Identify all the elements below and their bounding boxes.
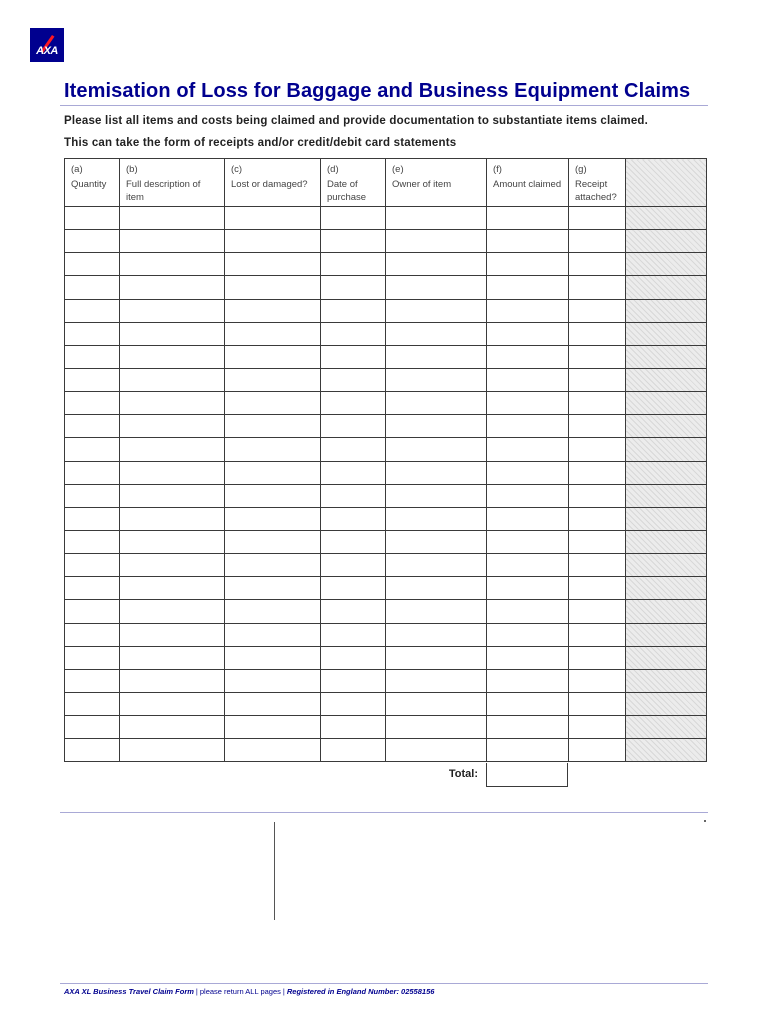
footer-form-name: AXA XL Business Travel Claim Form (64, 987, 194, 996)
cell-description[interactable] (120, 669, 225, 692)
cell-receipt[interactable] (569, 623, 626, 646)
cell-office-use (626, 253, 707, 276)
itemisation-table (64, 158, 707, 762)
cell-amount[interactable] (487, 345, 569, 368)
instruction-line-2: This can take the form of receipts and/or credit/debit card statements (64, 137, 457, 149)
cell-owner[interactable] (386, 461, 487, 484)
cell-quantity[interactable] (65, 484, 120, 507)
page-title: Itemisation of Loss for Baggage and Business Equipment Claims (64, 80, 691, 102)
cell-receipt[interactable] (569, 415, 626, 438)
cell-receipt[interactable] (569, 368, 626, 391)
cell-office-use (626, 669, 707, 692)
footer-registration: Registered in England Number: 02558156 (286, 987, 435, 996)
table-row (65, 415, 707, 438)
cell-quantity[interactable] (65, 230, 120, 253)
cell-description[interactable] (120, 600, 225, 623)
cell-lost-damaged[interactable] (225, 600, 321, 623)
cell-owner[interactable] (386, 207, 487, 230)
cell-amount[interactable] (487, 299, 569, 322)
table-row (65, 392, 707, 415)
cell-receipt[interactable] (569, 276, 626, 299)
cell-lost-damaged[interactable] (225, 577, 321, 600)
cell-office-use (626, 716, 707, 739)
cell-lost-damaged[interactable] (225, 484, 321, 507)
cell-office-use (626, 577, 707, 600)
cell-office-use (626, 345, 707, 368)
table-row (65, 716, 707, 739)
cell-lost-damaged[interactable] (225, 299, 321, 322)
cell-date-purchase[interactable] (321, 623, 386, 646)
cell-office-use (626, 461, 707, 484)
cell-owner[interactable] (386, 623, 487, 646)
cell-amount[interactable] (487, 276, 569, 299)
cell-description[interactable] (120, 554, 225, 577)
table-row (65, 207, 707, 230)
cell-description[interactable] (120, 716, 225, 739)
cell-lost-damaged[interactable] (225, 716, 321, 739)
cell-description[interactable] (120, 299, 225, 322)
cell-description[interactable] (120, 739, 225, 762)
cell-office-use (626, 646, 707, 669)
cell-amount[interactable] (487, 669, 569, 692)
cell-amount[interactable] (487, 207, 569, 230)
cell-owner[interactable] (386, 577, 487, 600)
section-divider (60, 812, 708, 813)
cell-owner[interactable] (386, 299, 487, 322)
cell-quantity[interactable] (65, 461, 120, 484)
cell-description[interactable] (120, 392, 225, 415)
cell-office-use (626, 276, 707, 299)
cell-date-purchase[interactable] (321, 646, 386, 669)
table-row (65, 739, 707, 762)
dot-mark (704, 820, 706, 822)
cell-lost-damaged[interactable] (225, 438, 321, 461)
cell-owner[interactable] (386, 484, 487, 507)
cell-description[interactable] (120, 646, 225, 669)
cell-description[interactable] (120, 507, 225, 530)
cell-amount[interactable] (487, 438, 569, 461)
cell-owner[interactable] (386, 716, 487, 739)
cell-amount[interactable] (487, 230, 569, 253)
table-row (65, 600, 707, 623)
cell-date-purchase[interactable] (321, 368, 386, 391)
table-row (65, 253, 707, 276)
cell-quantity[interactable] (65, 322, 120, 345)
cell-description[interactable] (120, 368, 225, 391)
footer-divider (60, 983, 708, 984)
cell-receipt[interactable] (569, 530, 626, 553)
cell-description[interactable] (120, 230, 225, 253)
cell-date-purchase[interactable] (321, 577, 386, 600)
table-row (65, 669, 707, 692)
cell-quantity[interactable] (65, 253, 120, 276)
cell-receipt[interactable] (569, 669, 626, 692)
cell-description[interactable] (120, 207, 225, 230)
cell-date-purchase[interactable] (321, 692, 386, 715)
cell-receipt[interactable] (569, 253, 626, 276)
cell-receipt[interactable] (569, 554, 626, 577)
cell-description[interactable] (120, 623, 225, 646)
cell-receipt[interactable] (569, 577, 626, 600)
cell-receipt[interactable] (569, 392, 626, 415)
logo-text: AXA (36, 45, 58, 57)
vertical-divider (274, 822, 275, 920)
cell-description[interactable] (120, 345, 225, 368)
cell-date-purchase[interactable] (321, 530, 386, 553)
cell-receipt[interactable] (569, 461, 626, 484)
cell-description[interactable] (120, 692, 225, 715)
cell-office-use (626, 507, 707, 530)
cell-owner[interactable] (386, 739, 487, 762)
cell-lost-damaged[interactable] (225, 392, 321, 415)
cell-amount[interactable] (487, 368, 569, 391)
col-header-office-use (626, 159, 707, 207)
cell-quantity[interactable] (65, 739, 120, 762)
cell-lost-damaged[interactable] (225, 554, 321, 577)
table-row (65, 484, 707, 507)
cell-amount[interactable] (487, 646, 569, 669)
table-row (65, 507, 707, 530)
cell-receipt[interactable] (569, 739, 626, 762)
cell-lost-damaged[interactable] (225, 507, 321, 530)
cell-quantity[interactable] (65, 415, 120, 438)
cell-description[interactable] (120, 484, 225, 507)
table-row (65, 438, 707, 461)
cell-receipt[interactable] (569, 507, 626, 530)
footer: AXA XL Business Travel Claim Form | please return ALL pages | Registered in England Number: 02558156 (64, 987, 435, 996)
cell-date-purchase[interactable] (321, 392, 386, 415)
cell-office-use (626, 484, 707, 507)
instruction-line-1: Please list all items and costs being claimed and provide documentation to substantiate items claimed. (64, 115, 649, 127)
table-row (65, 299, 707, 322)
col-header-receipt: (g) Receipt attached? (569, 159, 626, 207)
cell-receipt[interactable] (569, 230, 626, 253)
cell-lost-damaged[interactable] (225, 322, 321, 345)
cell-amount[interactable] (487, 392, 569, 415)
table-row (65, 345, 707, 368)
cell-date-purchase[interactable] (321, 207, 386, 230)
cell-owner[interactable] (386, 438, 487, 461)
cell-lost-damaged[interactable] (225, 207, 321, 230)
cell-owner[interactable] (386, 345, 487, 368)
table-row (65, 461, 707, 484)
table-row (65, 646, 707, 669)
cell-quantity[interactable] (65, 530, 120, 553)
cell-date-purchase[interactable] (321, 554, 386, 577)
cell-office-use (626, 299, 707, 322)
cell-office-use (626, 623, 707, 646)
table-row (65, 276, 707, 299)
cell-receipt[interactable] (569, 646, 626, 669)
cell-owner[interactable] (386, 230, 487, 253)
cell-date-purchase[interactable] (321, 507, 386, 530)
cell-date-purchase[interactable] (321, 461, 386, 484)
cell-quantity[interactable] (65, 207, 120, 230)
cell-office-use (626, 739, 707, 762)
table-row (65, 554, 707, 577)
cell-office-use (626, 692, 707, 715)
cell-amount[interactable] (487, 322, 569, 345)
cell-quantity[interactable] (65, 276, 120, 299)
cell-amount[interactable] (487, 600, 569, 623)
col-header-date-purchase: (d) Date of purchase (321, 159, 386, 207)
cell-description[interactable] (120, 461, 225, 484)
footer-note: please return ALL pages (199, 987, 281, 996)
total-label: Total: (448, 768, 478, 780)
col-header-lost-damaged: (c) Lost or damaged? (225, 159, 321, 207)
table-row (65, 368, 707, 391)
cell-quantity[interactable] (65, 646, 120, 669)
cell-lost-damaged[interactable] (225, 253, 321, 276)
cell-lost-damaged[interactable] (225, 276, 321, 299)
cell-owner[interactable] (386, 392, 487, 415)
cell-description[interactable] (120, 322, 225, 345)
cell-amount[interactable] (487, 484, 569, 507)
cell-quantity[interactable] (65, 554, 120, 577)
cell-amount[interactable] (487, 692, 569, 715)
cell-description[interactable] (120, 253, 225, 276)
table-header-row (65, 159, 707, 207)
table-row (65, 230, 707, 253)
col-header-description: (b) Full description of item (120, 159, 225, 207)
cell-lost-damaged[interactable] (225, 623, 321, 646)
cell-lost-damaged[interactable] (225, 646, 321, 669)
cell-amount[interactable] (487, 415, 569, 438)
cell-date-purchase[interactable] (321, 669, 386, 692)
col-header-owner: (e) Owner of item (386, 159, 487, 207)
cell-date-purchase[interactable] (321, 716, 386, 739)
cell-owner[interactable] (386, 507, 487, 530)
cell-date-purchase[interactable] (321, 415, 386, 438)
cell-date-purchase[interactable] (321, 322, 386, 345)
cell-receipt[interactable] (569, 207, 626, 230)
cell-description[interactable] (120, 415, 225, 438)
cell-owner[interactable] (386, 530, 487, 553)
cell-receipt[interactable] (569, 484, 626, 507)
cell-amount[interactable] (487, 507, 569, 530)
cell-amount[interactable] (487, 554, 569, 577)
axa-logo (30, 28, 64, 62)
cell-date-purchase[interactable] (321, 600, 386, 623)
cell-lost-damaged[interactable] (225, 692, 321, 715)
cell-lost-damaged[interactable] (225, 415, 321, 438)
cell-lost-damaged[interactable] (225, 461, 321, 484)
table-row (65, 530, 707, 553)
cell-receipt[interactable] (569, 322, 626, 345)
cell-owner[interactable] (386, 646, 487, 669)
cell-receipt[interactable] (569, 600, 626, 623)
cell-owner[interactable] (386, 554, 487, 577)
cell-amount[interactable] (487, 739, 569, 762)
cell-office-use (626, 438, 707, 461)
cell-quantity[interactable] (65, 669, 120, 692)
cell-description[interactable] (120, 276, 225, 299)
cell-date-purchase[interactable] (321, 253, 386, 276)
cell-lost-damaged[interactable] (225, 669, 321, 692)
table-row (65, 577, 707, 600)
cell-owner[interactable] (386, 322, 487, 345)
cell-quantity[interactable] (65, 438, 120, 461)
cell-lost-damaged[interactable] (225, 530, 321, 553)
cell-office-use (626, 392, 707, 415)
cell-quantity[interactable] (65, 692, 120, 715)
cell-owner[interactable] (386, 368, 487, 391)
col-header-quantity: (a) Quantity (65, 159, 120, 207)
cell-owner[interactable] (386, 276, 487, 299)
cell-quantity[interactable] (65, 716, 120, 739)
cell-lost-damaged[interactable] (225, 230, 321, 253)
cell-quantity[interactable] (65, 600, 120, 623)
cell-date-purchase[interactable] (321, 484, 386, 507)
cell-quantity[interactable] (65, 368, 120, 391)
cell-office-use (626, 322, 707, 345)
total-field[interactable] (486, 763, 568, 787)
cell-receipt[interactable] (569, 438, 626, 461)
cell-amount[interactable] (487, 461, 569, 484)
cell-quantity[interactable] (65, 577, 120, 600)
cell-receipt[interactable] (569, 345, 626, 368)
table-row (65, 322, 707, 345)
table-row (65, 692, 707, 715)
cell-quantity[interactable] (65, 345, 120, 368)
cell-description[interactable] (120, 438, 225, 461)
cell-description[interactable] (120, 530, 225, 553)
cell-lost-damaged[interactable] (225, 368, 321, 391)
cell-office-use (626, 530, 707, 553)
cell-date-purchase[interactable] (321, 230, 386, 253)
cell-office-use (626, 600, 707, 623)
cell-quantity[interactable] (65, 623, 120, 646)
cell-amount[interactable] (487, 530, 569, 553)
cell-receipt[interactable] (569, 692, 626, 715)
cell-quantity[interactable] (65, 392, 120, 415)
cell-office-use (626, 207, 707, 230)
cell-owner[interactable] (386, 600, 487, 623)
cell-quantity[interactable] (65, 507, 120, 530)
cell-quantity[interactable] (65, 299, 120, 322)
cell-amount[interactable] (487, 253, 569, 276)
cell-lost-damaged[interactable] (225, 739, 321, 762)
cell-description[interactable] (120, 577, 225, 600)
cell-office-use (626, 554, 707, 577)
cell-office-use (626, 230, 707, 253)
cell-amount[interactable] (487, 577, 569, 600)
cell-owner[interactable] (386, 415, 487, 438)
title-divider (60, 105, 708, 106)
cell-amount[interactable] (487, 716, 569, 739)
cell-office-use (626, 415, 707, 438)
cell-date-purchase[interactable] (321, 438, 386, 461)
cell-date-purchase[interactable] (321, 299, 386, 322)
cell-receipt[interactable] (569, 299, 626, 322)
cell-owner[interactable] (386, 253, 487, 276)
cell-amount[interactable] (487, 623, 569, 646)
cell-office-use (626, 368, 707, 391)
table-row (65, 623, 707, 646)
cell-date-purchase[interactable] (321, 276, 386, 299)
cell-date-purchase[interactable] (321, 345, 386, 368)
cell-owner[interactable] (386, 669, 487, 692)
cell-receipt[interactable] (569, 716, 626, 739)
cell-date-purchase[interactable] (321, 739, 386, 762)
table-body (65, 207, 707, 762)
col-header-amount: (f) Amount claimed (487, 159, 569, 207)
cell-owner[interactable] (386, 692, 487, 715)
cell-lost-damaged[interactable] (225, 345, 321, 368)
